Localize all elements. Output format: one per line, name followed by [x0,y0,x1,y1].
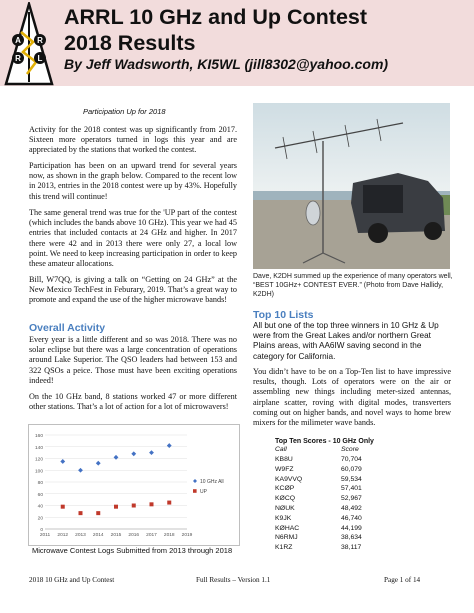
y-tick-label: 80 [37,481,43,486]
paragraph: On the 10 GHz band, 8 stations worked 47 or more different other stations. That’s a lot of action for a lot of microwavers! [29,392,237,412]
table-row [275,515,375,525]
footer-page-number: Page 1 of 14 [384,576,421,584]
logs-chart [29,425,239,545]
table-row [275,544,375,554]
data-point-10-ghz-all [149,450,154,455]
column-header-score: Score [341,446,359,453]
y-tick-label: 40 [37,504,43,510]
x-tick-label: 2015 [110,533,122,538]
section-caption: Participation Up for 2018 [83,107,166,116]
table-cell-call: KØHAC [275,524,300,532]
table-row [275,456,375,466]
table-cell-call: N6RMJ [275,534,298,542]
arrl-logo [4,2,54,86]
table-row [275,525,375,535]
table-title: Top Ten Scores - 10 GHz Only [275,438,374,445]
paragraph: Activity for the 2018 contest was up significantly from 2017. Sixteen more operators turned in logs this year and are appreciated by the stations that worked the contest. [29,125,237,155]
logo-letter-r1: R [15,54,21,63]
x-tick-label: 2016 [128,533,140,538]
table-header [275,446,375,455]
section-heading-overall: Overall Activity [29,322,106,334]
logo-letter-r2: R [37,36,43,45]
table-cell-score: 44,199 [341,524,362,532]
data-point-up [167,501,171,505]
table-cell-score: 46,740 [341,514,362,522]
paragraph: Participation has been on an upward trend for several years now, as shown in the graph below. Compared to the recent low in 2013, entries in the 2018 contest were up by 43%. Hopefully this trend will continue! [29,161,237,201]
y-tick-label: 140 [34,445,43,451]
table-cell-score: 48,492 [341,504,362,512]
page-title-line2: 2018 Results [64,31,196,55]
table-cell-score: 70,704 [341,456,362,463]
section-heading-top10: Top 10 Lists [253,309,314,321]
page-title-line1: ARRL 10 GHz and Up Contest [64,5,368,29]
byline: By Jeff Wadsworth, KI5WL (jill8302@yahoo.com) [64,56,389,72]
legend-marker [193,489,197,493]
logo-letter-a: A [15,36,21,45]
data-point-10-ghz-all [78,468,83,473]
data-point-10-ghz-all [167,443,172,448]
table-row [275,534,375,544]
paragraph: You didn’t have to be on a Top-Ten list to have impressive results, though. Lots of operators were on the air or assembling new things including meter-sized antennas, airplane scatter, roving with digital modes, transverters coming out on higher bands, and novel ways to home brew mixers for the milimeter wave bands. [253,367,451,428]
x-tick-label: 2014 [92,533,104,538]
y-tick-label: 60 [37,492,43,498]
table-cell-call: K1RZ [275,544,293,552]
data-point-up [132,504,136,508]
data-point-10-ghz-all [96,461,101,466]
x-tick-label: 2013 [75,533,86,538]
data-point-up [114,505,118,509]
data-point-10-ghz-all [60,459,65,464]
footer-version: Full Results – Version 1.1 [196,576,271,584]
table-cell-call: KCØP [275,485,295,493]
table-cell-score: 57,401 [341,485,362,493]
legend-label: UP [200,489,207,495]
data-point-up [61,505,65,509]
chart-container [28,424,240,546]
contest-photo [253,103,450,269]
table-row [275,466,375,476]
column-header-call: Call [275,446,287,453]
top-ten-table [275,456,375,554]
table-row [275,485,375,495]
legend-marker [193,479,197,483]
x-tick-label: 2012 [57,533,69,538]
data-point-up [150,502,154,506]
footer-left: 2018 10 GHz and Up Contest [29,576,115,584]
y-tick-label: 20 [37,516,43,522]
data-point-up [96,511,100,515]
table-cell-call: KØCQ [275,495,296,503]
y-tick-label: 100 [34,469,43,475]
x-tick-label: 2017 [146,533,157,538]
table-cell-score: 60,079 [341,465,362,473]
x-tick-label: 2018 [163,533,175,538]
logo-letter-l: L [37,54,43,63]
x-tick-label: 2019 [181,533,193,538]
y-tick-label: 160 [34,434,43,439]
table-cell-call: W9FZ [275,465,294,473]
table-cell-score: 38,117 [341,544,362,552]
table-cell-score: 52,967 [341,495,362,503]
table-cell-call: KA9VVQ [275,475,303,483]
y-tick-label: 0 [40,528,43,533]
paragraph: The same general trend was true for the 'UP part of the contest (which includes the bands above 10 GHz). This year we had 45 entries that included contacts at 24 GHz and higher. In 2017 there were 42 and in 2013 there were only 27, a local low point. We need to keep increasing participation in order to keep these amateur allocations. [29,208,237,269]
table-cell-score: 59,534 [341,475,362,483]
x-tick-label: 2011 [39,533,51,538]
paragraph: Every year is a little different and so was 2018. There was no solar eclipse but there was a large concentration of operations around Lake Superior. The QSO leaders had between 153 and 322 QSOs a peice. Those must have been exciting operations indeed! [29,335,237,385]
paragraph: All but one of the top three winners in 10 GHz & Up were from the Great Lakes and/or northern Great Plains areas, with AA6IW saving second in the category for California. [253,321,439,361]
table-cell-call: KB8U [275,456,293,463]
photo-caption: Dave, K2DH summed up the experience of many operators well, “BEST 10GHz+ CONTEST EVER.” (Photo from Dave Hallidy, K2DH) [253,273,453,298]
legend-label: 10 GHz All [200,479,224,485]
table-cell-score: 38,634 [341,534,362,542]
table-row [275,495,375,505]
table-cell-call: NØUK [275,504,295,512]
data-point-10-ghz-all [114,455,119,460]
data-point-up [79,511,83,515]
chart-caption: Microwave Contest Logs Submitted from 2013 through 2018 [32,546,233,555]
table-row [275,505,375,515]
y-tick-label: 120 [34,457,43,463]
data-point-10-ghz-all [131,451,136,456]
table-cell-call: K9JK [275,514,292,522]
paragraph: Bill, W7QQ, is giving a talk on “Getting on 24 GHz” at the New Mexico TechFest in Feburary, 2019. That’s a great way to promote and expand the use of the higher microwave bands! [29,275,237,305]
table-row [275,476,375,486]
